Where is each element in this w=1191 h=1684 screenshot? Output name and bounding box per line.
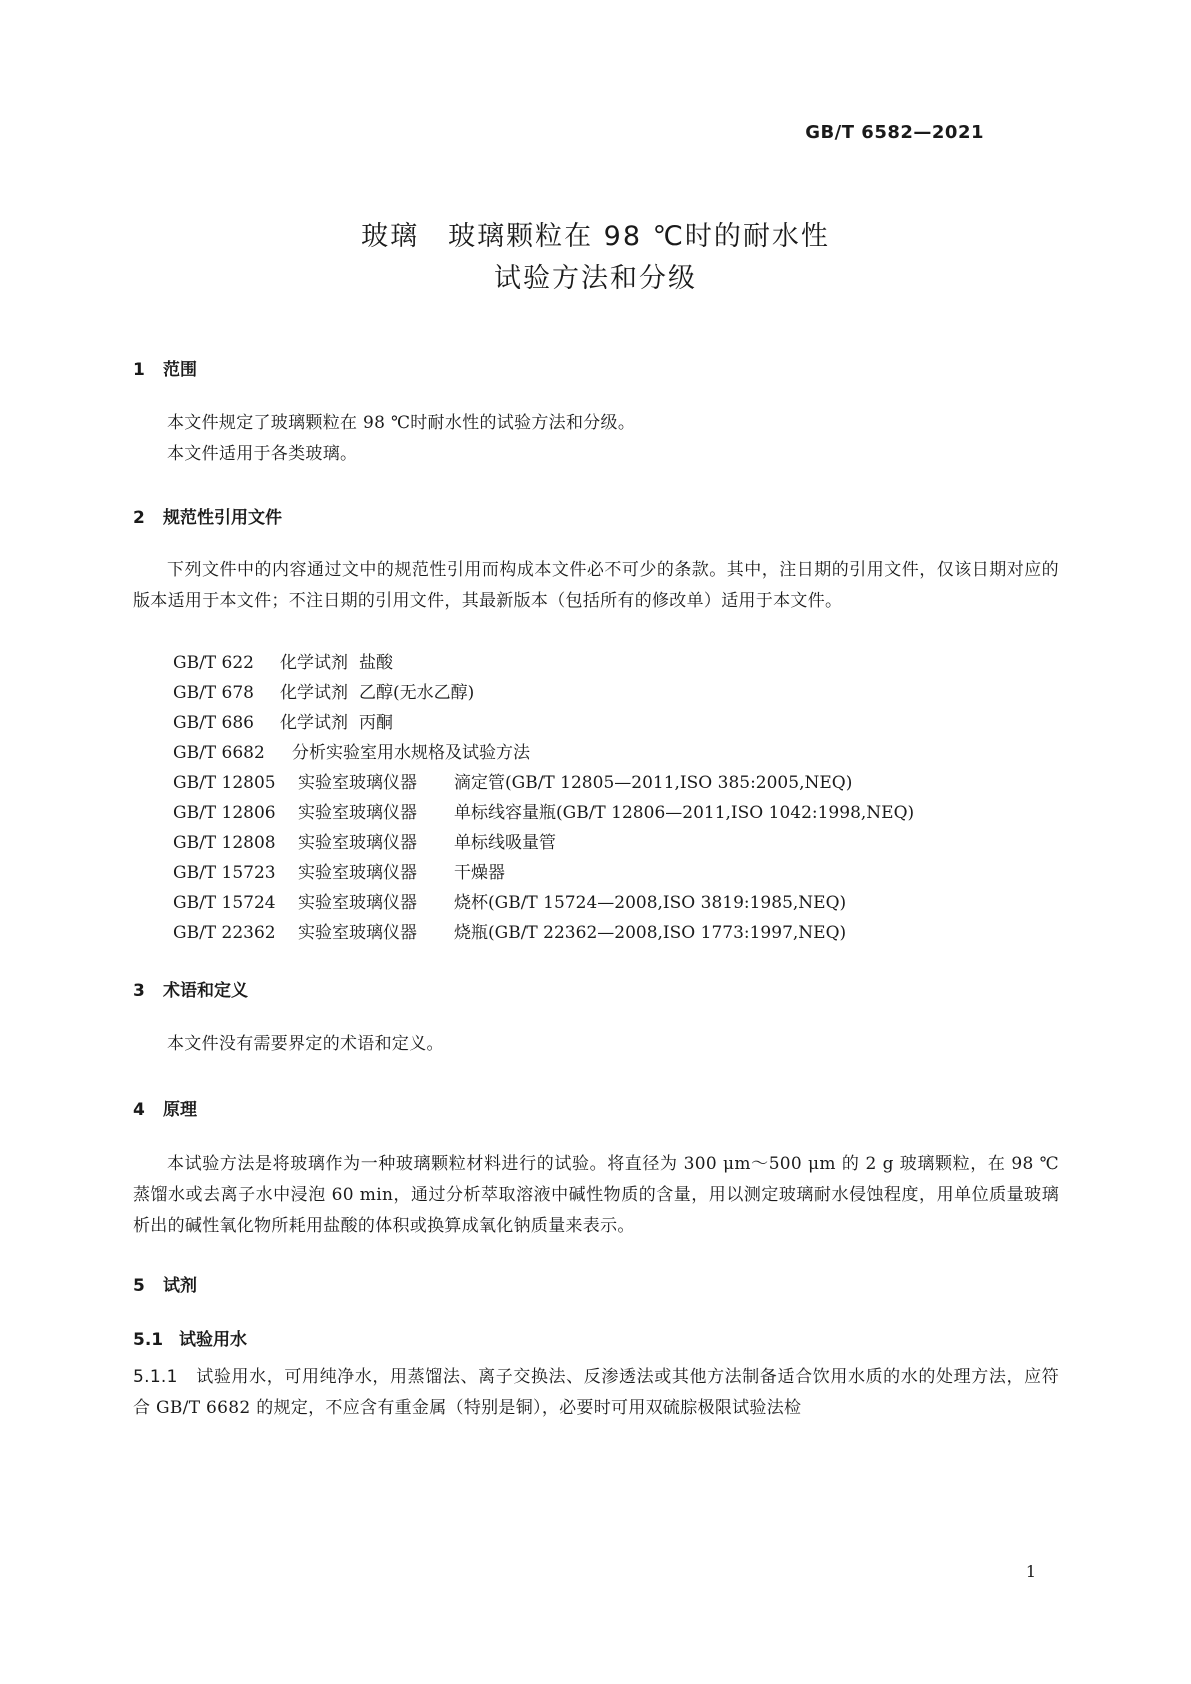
section-3-paragraph: 本文件没有需要界定的术语和定义。 <box>167 1034 444 1054</box>
subsection-title: 试验用水 <box>179 1330 247 1350</box>
section-4-paragraph: 本试验方法是将玻璃作为一种玻璃颗粒材料进行的试验。将直径为 300 μm～500 μm 的 2 g 玻璃颗粒，在 98 ℃蒸馏水或去离子水中浸泡 60 min，通过分析萃取溶液中碱性物质的含量，用以测定玻璃耐水侵蚀程度，用单位质量玻璃析出的碱性氧化物所耗用盐酸的体积或换算成氧化钠质量来表示。 <box>133 1154 1059 1236</box>
reference-code: GB/T 12806 <box>173 803 276 823</box>
reference-content: 乙醇(无水乙醇) <box>359 683 475 703</box>
reference-content: 盐酸 <box>359 653 393 673</box>
section-title: 试剂 <box>163 1276 197 1296</box>
subsection-number: 5.1 <box>133 1330 164 1350</box>
reference-content: 烧瓶(GB/T 22362—2008,ISO 1773:1997,NEQ) <box>454 923 847 943</box>
reference-code: GB/T 12808 <box>173 833 276 853</box>
reference-content: 烧杯(GB/T 15724—2008,ISO 3819:1985,NEQ) <box>454 893 847 913</box>
document-title-line-2: 试验方法和分级 <box>494 263 697 294</box>
section-2-heading <box>133 503 282 528</box>
section-number: 1 <box>133 360 145 380</box>
reference-code: GB/T 622 <box>173 653 254 673</box>
reference-title: 分析实验室用水规格及试验方法 <box>292 743 530 763</box>
reference-item <box>173 678 474 703</box>
reference-item <box>173 828 556 853</box>
reference-title: 化学试剂 <box>280 653 348 673</box>
reference-item <box>173 888 846 913</box>
clause-5-1-1 <box>133 1362 1059 1424</box>
clause-number: 5.1.1 <box>133 1367 178 1387</box>
reference-title: 实验室玻璃仪器 <box>298 863 417 883</box>
reference-item <box>173 768 852 793</box>
section-3-heading <box>133 976 248 1001</box>
reference-code: GB/T 686 <box>173 713 254 733</box>
section-1-heading <box>133 355 197 380</box>
reference-content: 干燥器 <box>454 863 505 883</box>
reference-title: 实验室玻璃仪器 <box>298 923 417 943</box>
reference-content: 单标线吸量管 <box>454 833 556 853</box>
section-2-intro: 下列文件中的内容通过文中的规范性引用而构成本文件必不可少的条款。其中，注日期的引用文件，仅该日期对应的版本适用于本文件；不注日期的引用文件，其最新版本（包括所有的修改单）适用于本文件。 <box>133 560 1059 611</box>
reference-code: GB/T 15723 <box>173 863 276 883</box>
reference-code: GB/T 22362 <box>173 923 276 943</box>
reference-title: 化学试剂 <box>280 683 348 703</box>
section-number: 3 <box>133 981 145 1001</box>
section-title: 范围 <box>163 360 197 380</box>
section-number: 5 <box>133 1276 145 1296</box>
reference-code: GB/T 15724 <box>173 893 276 913</box>
section-title: 原理 <box>163 1100 197 1120</box>
reference-item <box>173 918 846 943</box>
section-4-heading <box>133 1095 197 1120</box>
section-1-paragraph-2: 本文件适用于各类玻璃。 <box>167 444 358 464</box>
section-title: 规范性引用文件 <box>163 508 282 528</box>
reference-item <box>173 738 530 763</box>
reference-item <box>173 648 393 673</box>
section-1-paragraph-1: 本文件规定了玻璃颗粒在 98 ℃时耐水性的试验方法和分级。 <box>167 413 636 433</box>
reference-content: 丙酮 <box>359 713 393 733</box>
reference-code: GB/T 678 <box>173 683 254 703</box>
document-title-line-1: 玻璃 玻璃颗粒在 98 ℃时的耐水性 <box>361 221 830 252</box>
standard-code: GB/T 6582—2021 <box>805 122 984 143</box>
reference-code: GB/T 6682 <box>173 743 265 763</box>
section-5-heading <box>133 1271 197 1296</box>
reference-item <box>173 798 914 823</box>
reference-title: 实验室玻璃仪器 <box>298 833 417 853</box>
section-number: 4 <box>133 1100 145 1120</box>
section-number: 2 <box>133 508 145 528</box>
clause-text: 试验用水，可用纯净水，用蒸馏法、离子交换法、反渗透法或其他方法制备适合饮用水质的水的处理方法，应符合 GB/T 6682 的规定，不应含有重金属（特别是铜），必要时可用双硫腙极限试验法检 <box>133 1367 1059 1418</box>
section-title: 术语和定义 <box>163 981 248 1001</box>
reference-title: 化学试剂 <box>280 713 348 733</box>
reference-item <box>173 708 393 733</box>
reference-content: 单标线容量瓶(GB/T 12806—2011,ISO 1042:1998,NEQ) <box>454 803 915 823</box>
page-number: 1 <box>1025 1562 1036 1581</box>
reference-item <box>173 858 505 883</box>
reference-code: GB/T 12805 <box>173 773 276 793</box>
subsection-5-1-heading <box>133 1325 247 1350</box>
reference-content: 滴定管(GB/T 12805—2011,ISO 385:2005,NEQ) <box>454 773 853 793</box>
reference-title: 实验室玻璃仪器 <box>298 773 417 793</box>
reference-title: 实验室玻璃仪器 <box>298 803 417 823</box>
reference-title: 实验室玻璃仪器 <box>298 893 417 913</box>
